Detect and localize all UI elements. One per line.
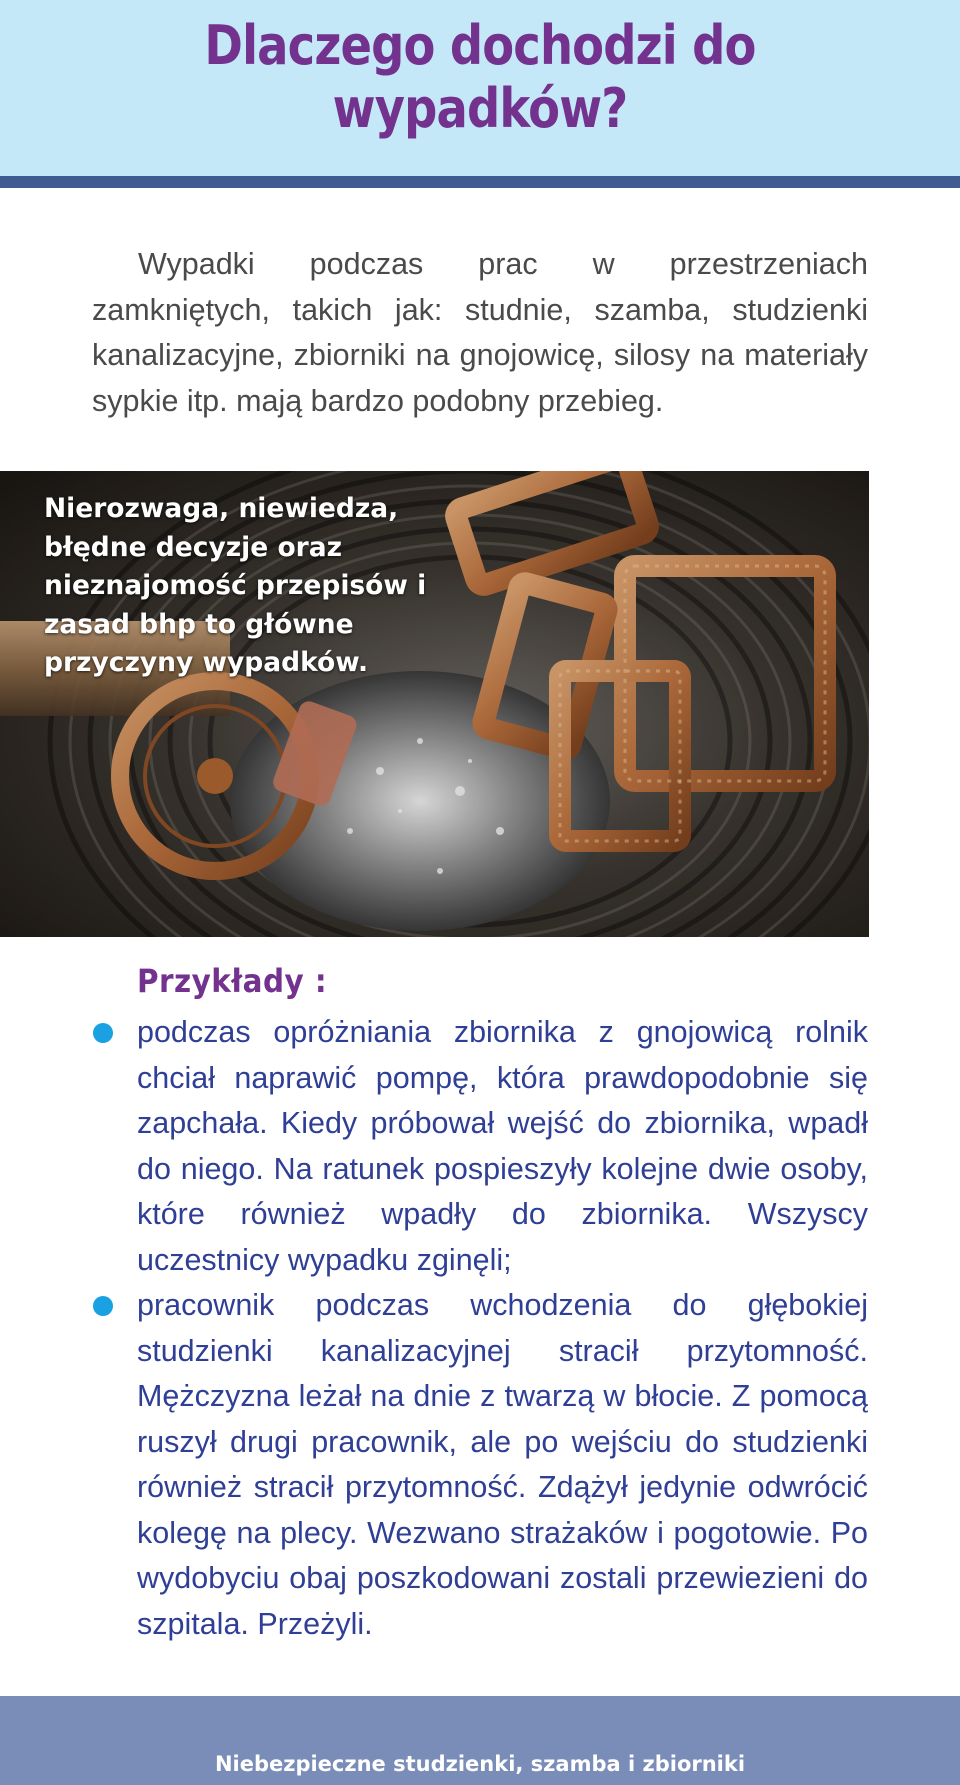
- list-item-text: podczas opróżniania zbiornika z gnojowicą rolnik chciał naprawić pompę, która prawdopodobnie się zapchała. Kiedy próbował wejść do zbiornika, wpadł do niego. Na ratunek pospieszyły kolejne dwie osoby, które również wpadły do zbiornika. Wszyscy uczestnicy wypadku zginęli;: [137, 1015, 868, 1277]
- examples-heading: Przykłady :: [137, 962, 328, 1000]
- list-item-text: pracownik podczas wchodzenia do głębokiej studzienki kanalizacyjnej stracił przytomność. Mężczyzna leżał na dnie z twarzą w błocie. Z pomocą ruszył drugi pracownik, ale po wejściu do studzienki również stracił przytomność. Zdążył jedynie odwrócić kolegę na plecy. Wezwano strażaków i pogotowie. Po wydobyciu obaj poszkodowani zostali przewiezieni do szpitala. Przeżyli.: [137, 1288, 868, 1641]
- photo-caption: Nierozwaga, niewiedza, błędne decyzje oraz nieznajomość przepisów i zasad bhp to główne przyczyny wypadków.: [44, 493, 427, 678]
- examples-list: [137, 1010, 868, 1647]
- intro-paragraph: Wypadki podczas prac w przestrzeniach zamkniętych, takich jak: studnie, szamba, studzienki kanalizacyjne, zbiorniki na gnojowicę, silosy na materiały sypkie itp. mają bardzo podobny przebieg.: [92, 247, 868, 418]
- page-title: Dlaczego dochodzi do wypadków?: [204, 14, 756, 140]
- header-divider: [0, 176, 960, 188]
- bullet-icon: [93, 1023, 113, 1043]
- bullet-icon: [93, 1296, 113, 1316]
- list-item: [137, 1010, 868, 1283]
- footer-title: Niebezpieczne studzienki, szamba i zbiorniki: [214, 1752, 746, 1776]
- list-item: [137, 1283, 868, 1647]
